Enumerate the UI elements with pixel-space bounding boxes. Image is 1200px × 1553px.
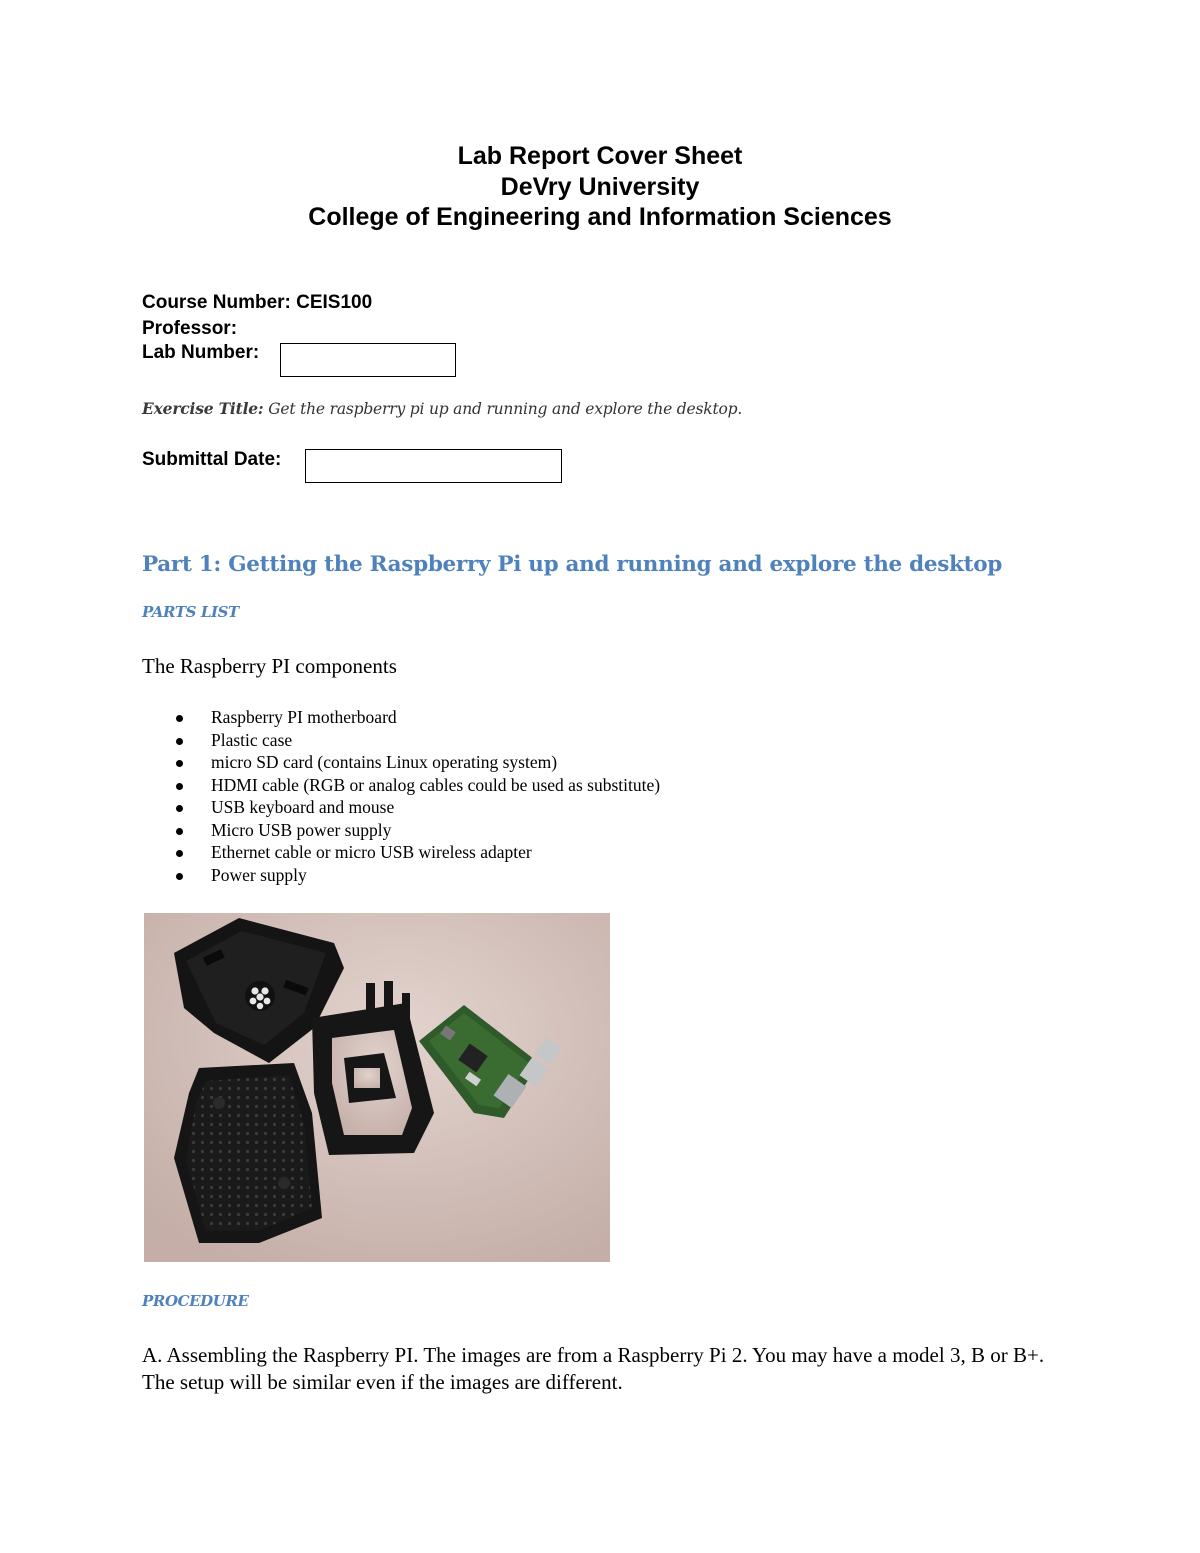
- bullet-icon: [176, 738, 183, 745]
- list-item-text: Micro USB power supply: [211, 819, 392, 840]
- lab-number-label: Lab Number:: [142, 342, 260, 363]
- list-item-text: Raspberry PI motherboard: [211, 707, 397, 727]
- bullet-icon: [176, 783, 183, 790]
- list-item: [142, 864, 660, 887]
- list-item: [142, 774, 660, 797]
- professor-label: Professor:: [142, 318, 238, 339]
- list-item-text: Plastic case: [211, 729, 293, 750]
- bullet-icon: [176, 760, 183, 767]
- procedure-heading: PROCEDURE: [142, 1292, 249, 1310]
- list-item-text: USB keyboard and mouse: [211, 797, 395, 817]
- exercise-title-label: Exercise Title:: [142, 399, 264, 418]
- exercise-title: [142, 399, 742, 418]
- list-item: [142, 819, 660, 842]
- college-name: College of Engineering and Information Sciences: [308, 203, 892, 231]
- bullet-icon: [176, 850, 183, 857]
- case-bottom-tray: [174, 1063, 322, 1243]
- list-item: [142, 706, 660, 729]
- list-item-text: micro SD card (contains Linux operating system): [211, 752, 558, 772]
- parts-list-heading: PARTS LIST: [142, 603, 239, 621]
- list-item-text: Ethernet cable or micro USB wireless adapter: [211, 842, 532, 862]
- exercise-title-value: Get the raspberry pi up and running and explore the desktop.: [268, 400, 743, 418]
- parts-list: [142, 706, 660, 886]
- bullet-icon: [176, 805, 183, 812]
- lab-number-field[interactable]: [280, 343, 456, 377]
- list-item: [142, 796, 660, 819]
- raspberry-logo-icon: [245, 981, 275, 1011]
- list-item: [142, 751, 660, 774]
- submittal-date-field[interactable]: [305, 449, 562, 483]
- part1-heading: Part 1: Getting the Raspberry Pi up and running and explore the desktop: [142, 552, 1003, 577]
- procedure-step-a: A. Assembling the Raspberry PI. The images are from a Raspberry Pi 2. You may have a model 3, B or B+. The setup will be similar even if the images are different.: [142, 1343, 1045, 1394]
- list-item: [142, 729, 660, 752]
- raspberry-pi-components-photo: [144, 913, 610, 1262]
- course-number-label: Course Number: CEIS100: [142, 292, 373, 313]
- bullet-icon: [176, 715, 183, 722]
- list-item: [142, 841, 660, 864]
- university-name: DeVry University: [500, 173, 700, 201]
- list-item-text: Power supply: [211, 864, 307, 885]
- bullet-icon: [176, 828, 183, 835]
- components-intro: The Raspberry PI components: [142, 654, 397, 678]
- submittal-date-label: Submittal Date:: [142, 449, 282, 470]
- bullet-icon: [176, 873, 183, 880]
- cover-title: Lab Report Cover Sheet: [457, 142, 743, 170]
- list-item-text: HDMI cable (RGB or analog cables could be used as substitute): [211, 774, 661, 795]
